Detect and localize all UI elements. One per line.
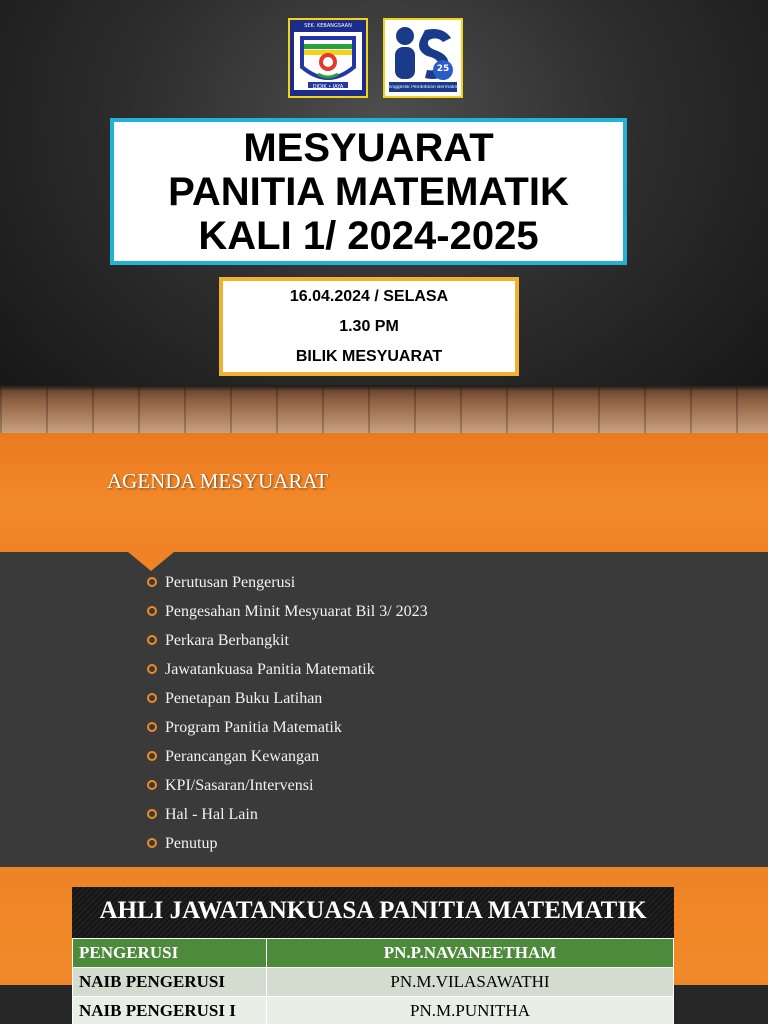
circle-bullet-icon [147,693,157,703]
committee-role: NAIB PENGERUSI I [73,997,267,1024]
agenda-item [147,660,428,689]
agenda-item-text: Jawatankuasa Panitia Matematik [165,661,375,678]
agenda-item-text: Perancangan Kewangan [165,748,320,765]
meeting-info-box [219,277,519,376]
committee-role: NAIB PENGERUSI [73,968,267,997]
anniversary-logo [383,18,463,98]
committee-slide [0,867,768,1024]
agenda-item [147,834,428,863]
committee-role: PENGERUSI [73,939,267,968]
meeting-title-line-3: KALI 1/ 2024-2025 [198,213,539,258]
circle-bullet-icon [147,838,157,848]
circle-bullet-icon [147,635,157,645]
agenda-heading: AGENDA MESYUARAT [107,469,329,493]
circle-bullet-icon [147,577,157,587]
committee-table [72,938,674,1024]
meeting-title-line-1: MESYUARAT [243,125,494,170]
agenda-item [147,631,428,660]
circle-bullet-icon [147,751,157,761]
committee-member: PN.M.VILASAWATHI [267,968,674,997]
agenda-header-band [0,433,768,552]
committee-heading: AHLI JAWATANKUASA PANITIA MATEMATIK [99,897,647,924]
agenda-item [147,805,428,834]
agenda-item-text: Pengesahan Minit Mesyuarat Bil 3/ 2023 [165,603,428,620]
committee-member: PN.P.NAVANEETHAM [267,939,674,968]
circle-bullet-icon [147,606,157,616]
table-row [73,968,674,997]
meeting-time: 1.30 PM [339,317,399,335]
anniversary-number: 25 [436,64,450,74]
title-slide [0,0,768,433]
agenda-item-text: Penutup [165,835,218,852]
circle-bullet-icon [147,664,157,674]
agenda-item-text: Penetapan Buku Latihan [165,690,323,707]
agenda-item-text: Hal - Hal Lain [165,806,258,823]
meeting-title-box [110,118,627,265]
circle-bullet-icon [147,780,157,790]
wood-floor-decoration [0,385,768,433]
school-logo-bottom-text: DIDIK • JAYA [312,84,344,90]
anniversary-caption: Penggerak Pendidikan Bermakna [385,85,461,90]
agenda-item-text: Program Panitia Matematik [165,719,342,736]
agenda-item-text: Perutusan Pengerusi [165,574,296,591]
agenda-item [147,718,428,747]
agenda-slide [0,433,768,867]
table-row [73,997,674,1024]
table-row [73,939,674,968]
agenda-item-text: Perkara Berbangkit [165,632,289,649]
meeting-venue: BILIK MESYUARAT [295,347,443,365]
meeting-date: 16.04.2024 / SELASA [289,287,449,305]
school-crest-logo [288,18,368,98]
committee-member: PN.M.PUNITHA [267,997,674,1024]
committee-heading-box [72,887,674,938]
agenda-item [147,573,428,602]
agenda-item-text: KPI/Sasaran/Intervensi [165,777,314,794]
circle-bullet-icon [147,722,157,732]
circle-bullet-icon [147,809,157,819]
school-logo-top-text: SEK. KEBANGSAAN [304,23,352,29]
agenda-item [147,776,428,805]
agenda-item [147,602,428,631]
agenda-pointer-decoration [128,552,174,571]
agenda-item [147,689,428,718]
agenda-list [147,573,428,863]
meeting-title-line-2: PANITIA MATEMATIK [168,169,569,214]
agenda-item [147,747,428,776]
